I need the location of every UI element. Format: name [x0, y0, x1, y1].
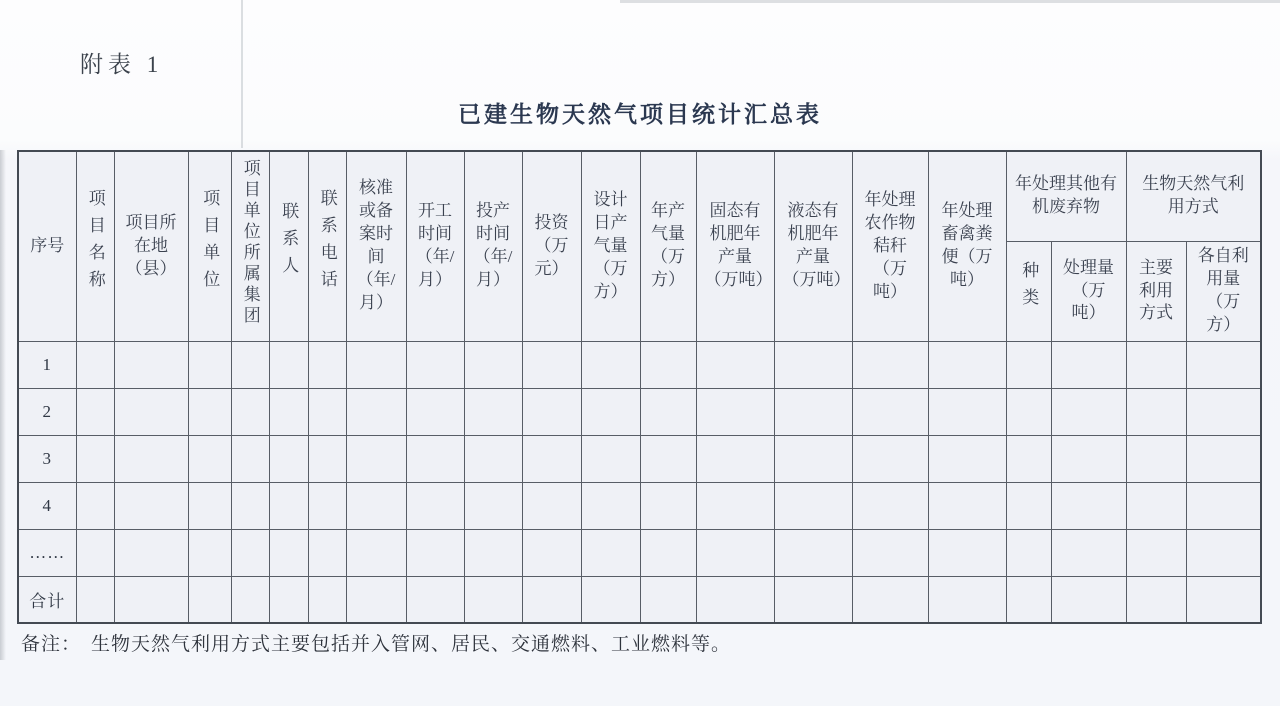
empty-cell — [1186, 341, 1261, 388]
empty-cell — [308, 529, 346, 576]
empty-cell — [852, 341, 928, 388]
empty-cell — [852, 576, 928, 623]
empty-cell — [928, 435, 1006, 482]
empty-cell — [1126, 388, 1186, 435]
col-header-unit-label: 项目单位 — [200, 188, 220, 297]
empty-cell — [522, 576, 581, 623]
empty-cell — [1186, 435, 1261, 482]
empty-cell — [406, 576, 464, 623]
col-header-unit-group — [231, 151, 269, 341]
empty-cell — [464, 341, 522, 388]
empty-cell — [640, 529, 696, 576]
empty-cell — [928, 388, 1006, 435]
empty-cell — [308, 435, 346, 482]
empty-cell — [76, 435, 114, 482]
empty-cell — [188, 529, 231, 576]
empty-cell — [696, 529, 774, 576]
col-header-phone — [308, 151, 346, 341]
row-label: 2 — [18, 388, 76, 435]
table-row — [18, 482, 1261, 529]
row-label: 3 — [18, 435, 76, 482]
empty-cell — [231, 482, 269, 529]
col-header-manure: 年处理畜禽粪便（万吨） — [928, 151, 1006, 341]
empty-cell — [928, 341, 1006, 388]
empty-cell — [640, 435, 696, 482]
col-header-annual-gas: 年产气量（万方） — [640, 151, 696, 341]
empty-cell — [1006, 341, 1051, 388]
empty-cell — [464, 576, 522, 623]
col-header-unit-group-label: 项目单位所属集团 — [240, 158, 260, 327]
empty-cell — [464, 388, 522, 435]
empty-cell — [1051, 482, 1126, 529]
empty-cell — [640, 388, 696, 435]
col-header-each-amount: 各自利用量（万方） — [1186, 241, 1261, 341]
empty-cell — [774, 341, 852, 388]
empty-cell — [114, 341, 188, 388]
col-header-unit — [188, 151, 231, 341]
col-header-contact — [269, 151, 308, 341]
col-header-commissioning-time: 投产时间（年/月） — [464, 151, 522, 341]
empty-cell — [76, 529, 114, 576]
empty-cell — [774, 388, 852, 435]
row-label-total: 合计 — [18, 576, 76, 623]
empty-cell — [1051, 388, 1126, 435]
empty-cell — [774, 435, 852, 482]
empty-cell — [1051, 576, 1126, 623]
row-label: 4 — [18, 482, 76, 529]
empty-cell — [346, 576, 406, 623]
empty-cell — [696, 388, 774, 435]
empty-cell — [1126, 529, 1186, 576]
col-header-serial: 序号 — [18, 151, 76, 341]
table-row-total — [18, 576, 1261, 623]
empty-cell — [928, 576, 1006, 623]
empty-cell — [406, 388, 464, 435]
empty-cell — [269, 482, 308, 529]
empty-cell — [1006, 388, 1051, 435]
empty-cell — [464, 482, 522, 529]
col-header-phone-label: 联系电话 — [317, 188, 337, 297]
table-row — [18, 341, 1261, 388]
empty-cell — [114, 482, 188, 529]
row-label: …… — [18, 529, 76, 576]
empty-cell — [1126, 435, 1186, 482]
empty-cell — [406, 435, 464, 482]
col-header-project-name — [76, 151, 114, 341]
empty-cell — [346, 388, 406, 435]
empty-cell — [76, 482, 114, 529]
empty-cell — [308, 341, 346, 388]
page-title: 已建生物天然气项目统计汇总表 — [458, 102, 822, 127]
empty-cell — [774, 529, 852, 576]
empty-cell — [852, 482, 928, 529]
empty-cell — [114, 529, 188, 576]
summary-table — [17, 150, 1262, 624]
empty-cell — [522, 388, 581, 435]
empty-cell — [1051, 435, 1126, 482]
empty-cell — [522, 482, 581, 529]
attachment-label: 附表 1 — [80, 52, 164, 77]
empty-cell — [308, 576, 346, 623]
row-label: 1 — [18, 341, 76, 388]
table-row — [18, 388, 1261, 435]
col-header-contact-label: 联系人 — [279, 202, 299, 284]
col-header-liquid-fertilizer: 液态有机肥年产量（万吨） — [774, 151, 852, 341]
empty-cell — [231, 435, 269, 482]
empty-cell — [522, 529, 581, 576]
table-row — [18, 435, 1261, 482]
empty-cell — [522, 341, 581, 388]
empty-cell — [188, 388, 231, 435]
empty-cell — [406, 529, 464, 576]
empty-cell — [1006, 435, 1051, 482]
empty-cell — [1186, 388, 1261, 435]
empty-cell — [269, 435, 308, 482]
empty-cell — [640, 341, 696, 388]
empty-cell — [774, 576, 852, 623]
empty-cell — [464, 529, 522, 576]
col-header-waste-type — [1006, 241, 1051, 341]
col-header-main-method: 主要利用方式 — [1126, 241, 1186, 341]
empty-cell — [581, 341, 640, 388]
empty-cell — [76, 388, 114, 435]
empty-cell — [188, 482, 231, 529]
col-header-solid-fertilizer: 固态有机肥年产量（万吨） — [696, 151, 774, 341]
empty-cell — [346, 529, 406, 576]
empty-cell — [852, 435, 928, 482]
footnote — [21, 629, 731, 656]
empty-cell — [1186, 576, 1261, 623]
empty-cell — [308, 388, 346, 435]
empty-cell — [581, 435, 640, 482]
empty-cell — [269, 529, 308, 576]
empty-cell — [581, 388, 640, 435]
empty-cell — [269, 341, 308, 388]
col-header-investment: 投资（万元） — [522, 151, 581, 341]
empty-cell — [76, 341, 114, 388]
empty-cell — [774, 482, 852, 529]
empty-cell — [346, 341, 406, 388]
empty-cell — [188, 435, 231, 482]
empty-cell — [114, 435, 188, 482]
empty-cell — [269, 576, 308, 623]
empty-cell — [231, 529, 269, 576]
empty-cell — [1126, 576, 1186, 623]
empty-cell — [696, 341, 774, 388]
empty-cell — [852, 388, 928, 435]
footnote-label: 备注： — [21, 634, 82, 655]
col-header-start-time: 开工时间（年/月） — [406, 151, 464, 341]
empty-cell — [581, 576, 640, 623]
empty-cell — [640, 482, 696, 529]
empty-cell — [269, 388, 308, 435]
empty-cell — [231, 388, 269, 435]
empty-cell — [114, 388, 188, 435]
empty-cell — [1126, 482, 1186, 529]
empty-cell — [308, 482, 346, 529]
col-group-other-waste: 年处理其他有机废弃物 — [1006, 151, 1126, 241]
empty-cell — [1006, 576, 1051, 623]
empty-cell — [114, 576, 188, 623]
empty-cell — [188, 341, 231, 388]
empty-cell — [346, 435, 406, 482]
col-header-straw: 年处理农作物秸秆（万吨） — [852, 151, 928, 341]
empty-cell — [696, 482, 774, 529]
table-row — [18, 529, 1261, 576]
empty-cell — [1126, 341, 1186, 388]
empty-cell — [696, 576, 774, 623]
scan-artifact — [0, 150, 6, 660]
empty-cell — [581, 529, 640, 576]
empty-cell — [928, 529, 1006, 576]
empty-cell — [188, 576, 231, 623]
empty-cell — [1006, 482, 1051, 529]
empty-cell — [231, 576, 269, 623]
col-header-project-name-label: 项目名称 — [85, 188, 105, 297]
empty-cell — [852, 529, 928, 576]
col-header-location: 项目所在地（县） — [114, 151, 188, 341]
empty-cell — [1051, 529, 1126, 576]
scan-artifact — [620, 0, 1280, 3]
empty-cell — [522, 435, 581, 482]
empty-cell — [696, 435, 774, 482]
empty-cell — [1186, 529, 1261, 576]
empty-cell — [1186, 482, 1261, 529]
empty-cell — [231, 341, 269, 388]
empty-cell — [406, 482, 464, 529]
col-header-approval-time: 核准或备案时间（年/月） — [346, 151, 406, 341]
col-header-design-daily-gas: 设计日产气量（万方） — [581, 151, 640, 341]
empty-cell — [1006, 529, 1051, 576]
footnote-text: 生物天然气利用方式主要包括并入管网、居民、交通燃料、工业燃料等。 — [91, 634, 732, 655]
empty-cell — [581, 482, 640, 529]
empty-cell — [928, 482, 1006, 529]
empty-cell — [1051, 341, 1126, 388]
empty-cell — [406, 341, 464, 388]
col-header-waste-type-label: 种类 — [1019, 260, 1039, 315]
empty-cell — [640, 576, 696, 623]
col-header-waste-amount: 处理量（万吨） — [1051, 241, 1126, 341]
empty-cell — [464, 435, 522, 482]
empty-cell — [76, 576, 114, 623]
empty-cell — [346, 482, 406, 529]
col-group-utilization: 生物天然气利用方式 — [1126, 151, 1261, 241]
